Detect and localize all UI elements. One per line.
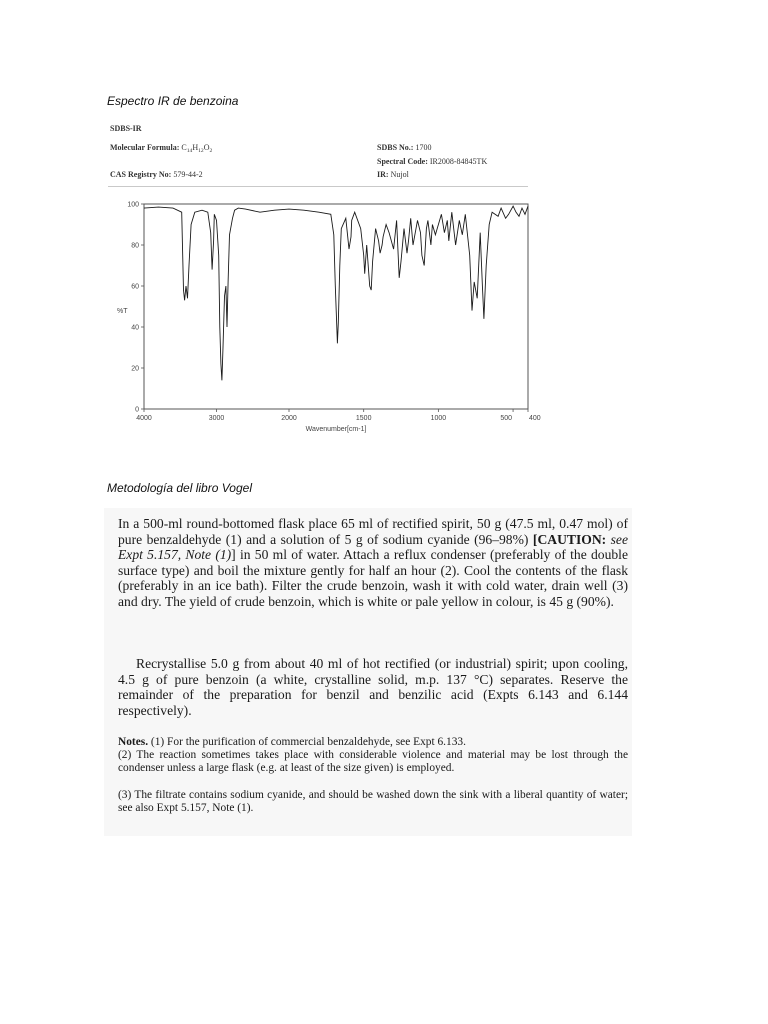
procedure-paragraph-1: In a 500-ml round-bottomed flask place 65 ml of rectified spirit, 50 g (47.5 ml, 0.47 mol) of pure benzaldehyde (1) and a solution of 5 g of sodium cyanide (96–98%) [CAUTION: see Expt 5.157, Note (1)] in 50 ml of water. Attach a reflux condenser (preferably of the double surface type) and boil the mixture gently for half an hour (2). Cool the contents of the flask (preferably in an ice bath). Filter the crude benzoin, wash it with cold water, drain well (3) and dry. The yield of crude benzoin, which is white or pale yellow in colour, is 45 g (90%). [118,516,628,609]
sdbs-title: SDBS-IR [110,124,142,133]
sdbs-number: SDBS No.: 1700 [377,143,432,152]
cas-registry: CAS Registry No: 579-44-2 [110,170,203,179]
y-tick-label: 60 [131,283,139,291]
note-2: (2) The reaction sometimes takes place with considerable violence and material may be lost through the condenser unless a large flask (e.g. at least of the size given) is employed. [118,749,628,774]
y-tick-label: 0 [135,406,139,414]
x-tick-label: 4000 [136,415,152,422]
method-heading: Metodología del libro Vogel [107,481,252,495]
note-3: (3) The filtrate contains sodium cyanide, and should be washed down the sink with a liberal quantity of water; see also Expt 5.157, Note (1). [118,789,628,814]
note-1: Notes. (1) For the purification of commercial benzaldehyde, see Expt 6.133. [118,736,466,748]
y-axis-label: %T [117,308,128,315]
ir-medium: IR: Nujol [377,170,409,179]
procedure-paragraph-2: Recrystallise 5.0 g from about 40 ml of hot rectified (or industrial) spirit; upon cooling, 4.5 g of pure benzoin (a white, crystalline solid, m.p. 137 °C) separates. Reserve the remainder of the preparation for benzil and benzilic acid (Expts 6.143 and 6.144 respectively). [118,656,628,718]
spectrum-heading: Espectro IR de benzoina [107,94,239,108]
spectral-code: Spectral Code: IR2008-84845TK [377,157,488,166]
molecular-formula: Molecular Formula: $C_{14}H_{12}O_2$ [110,143,213,154]
vogel-excerpt [104,508,632,836]
x-tick-label: 3000 [208,415,225,422]
y-tick-label: 100 [127,201,139,209]
header-divider [108,186,528,187]
y-tick-label: 80 [131,242,139,250]
x-tick-label: 500 [500,415,513,422]
x-tick-label: 400 [529,415,541,422]
x-tick-label: 1000 [430,415,447,422]
y-tick-label: 40 [131,324,139,332]
x-tick-label: 2000 [281,415,297,422]
x-tick-label: 1500 [355,415,372,422]
x-axis-label: Wavenumber[cm-1] [305,426,367,433]
ir-spectrum-chart [108,196,541,436]
y-tick-label: 20 [131,365,139,373]
